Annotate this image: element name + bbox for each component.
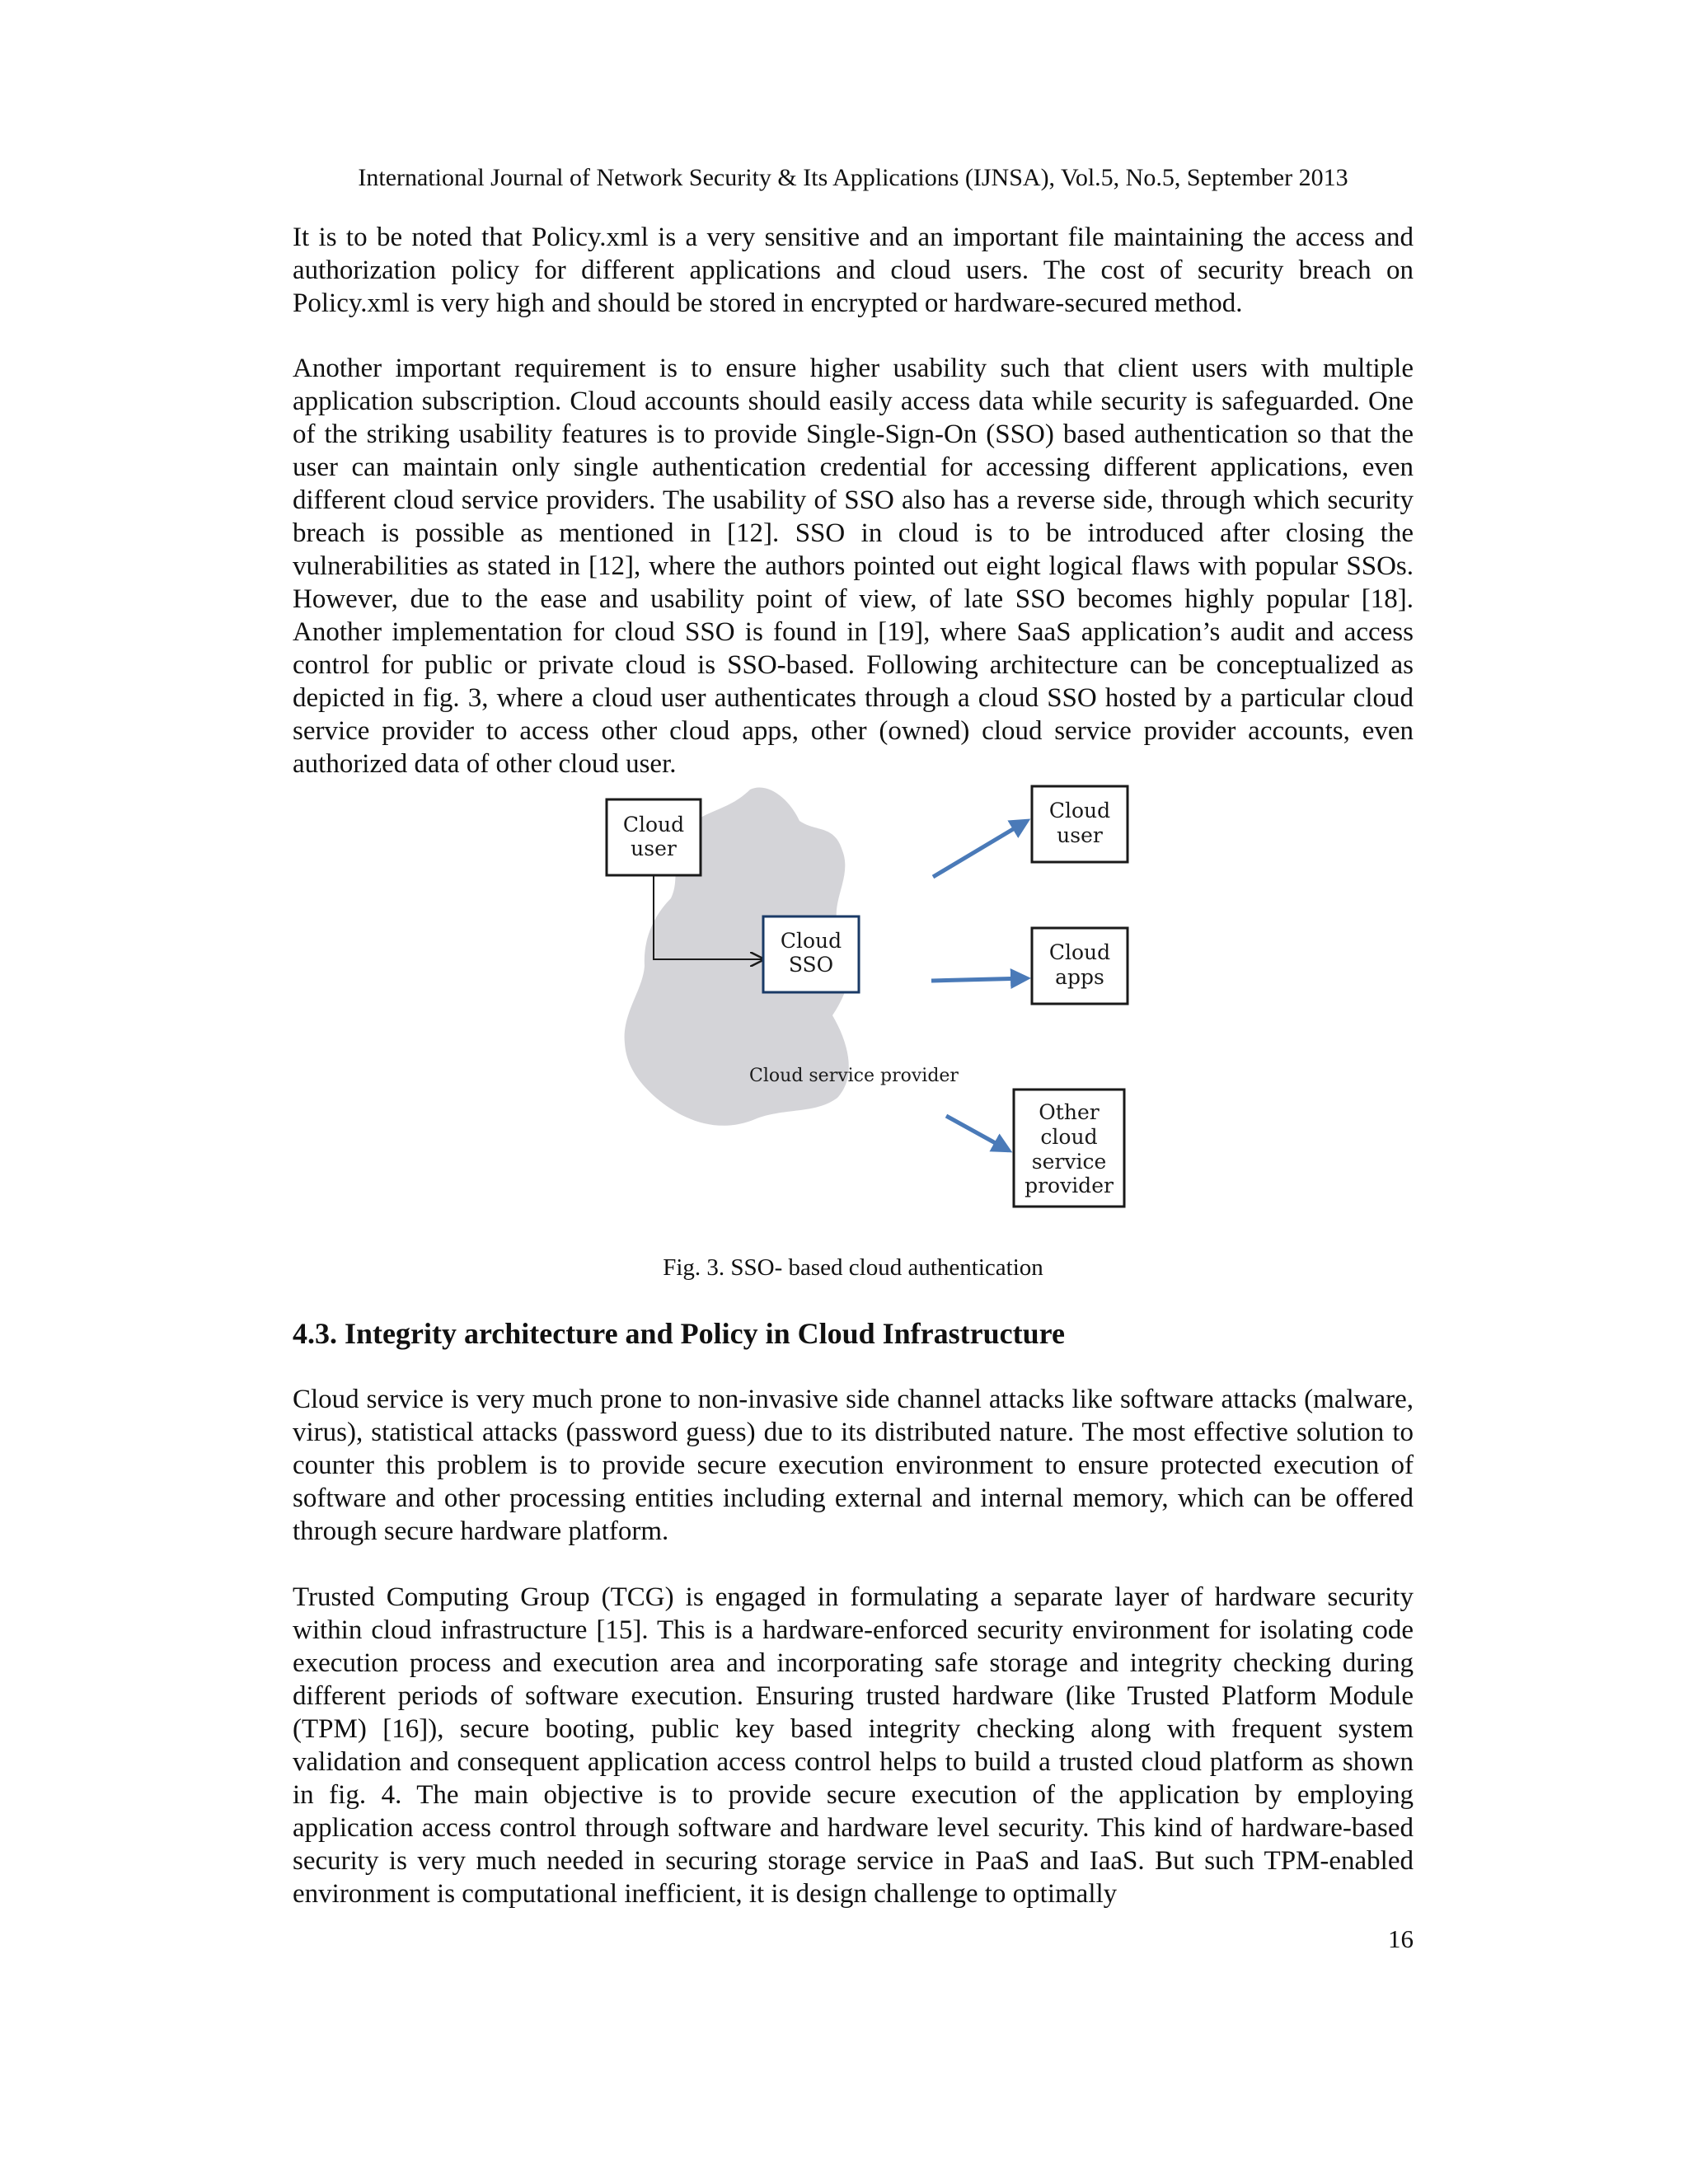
- provider-region-label: Cloud service provider: [749, 1066, 959, 1086]
- arrow-to-cloud-user: [933, 821, 1027, 877]
- cloud-sso-label-line2: SSO: [788, 953, 834, 977]
- other-provider-label-line2: cloud: [1040, 1125, 1098, 1149]
- cloud-apps-label-line2: apps: [1055, 965, 1104, 989]
- cloud-user-right-label-line2: user: [1057, 823, 1103, 847]
- cloud-sso-label-line1: Cloud: [780, 929, 842, 953]
- paragraph-sso-usability: Another important requirement is to ensure higher usability such that client users with multiple application subscription. Cloud accounts should easily access data while security is safeguarded. One of the striking usability features is to provide Single-Sign-On (SSO) based authentication so that the user can maintain only single authentication credential for accessing different applications, even different cloud service providers. The usability of SSO also has a reverse side, through which security breach is possible as mentioned in [12]. SSO in cloud is to be introduced after closing the vulnerabilities as stated in [12], where the authors pointed out eight logical flaws with popular SSOs. However, due to the ease and usability point of view, of late SSO becomes highly popular [18]. Another implementation for cloud SSO is found in [19], where SaaS application’s audit and access control for public or private cloud is SSO-based. Following architecture can be conceptualized as depicted in fig. 3, where a cloud user authenticates through a cloud SSO hosted by a particular cloud service provider to access other cloud apps, other (owned) cloud service provider accounts, even authorized data of other cloud user.: [293, 354, 1414, 779]
- figure-sso-diagram: [577, 775, 1137, 1269]
- running-header: International Journal of Network Security & Its Applications (IJNSA), Vol.5, No.5, September 2013: [358, 164, 1348, 191]
- paragraph-policy-xml: It is to be noted that Policy.xml is a very sensitive and an important file maintaining the access and authorization policy for different applications and cloud users. The cost of security breach on Policy.xml is very high and should be stored in encrypted or hardware-secured method.: [293, 223, 1414, 318]
- cloud-user-right-label-line1: Cloud: [1048, 799, 1111, 823]
- other-provider-label-line4: provider: [1025, 1174, 1114, 1197]
- paragraph-side-channel: Cloud service is very much prone to non-invasive side channel attacks like software attacks (malware, virus), statistical attacks (password guess) due to its distributed nature. The most effective solution to counter this problem is to provide secure execution environment to ensure protected execution of software and other processing entities including external and internal memory, which can be offered through secure hardware platform.: [293, 1385, 1414, 1546]
- cloud-user-left-label-line1: Cloud: [622, 813, 685, 837]
- other-provider-label-line1: Other: [1039, 1100, 1100, 1124]
- page-number: 16: [1388, 1924, 1414, 1953]
- arrow-to-cloud-apps: [931, 978, 1027, 981]
- other-provider-label-line3: service: [1031, 1150, 1107, 1174]
- arrow-to-other-provider: [946, 1116, 1009, 1151]
- cloud-apps-label-line1: Cloud: [1048, 940, 1111, 964]
- paragraph-tcg: Trusted Computing Group (TCG) is engaged in formulating a separate layer of hardware security within cloud infrastructure [15]. This is a hardware-enforced security environment for isolating code execution process and execution area and incorporating safe storage and integrity checking during different periods of software execution. Ensuring trusted hardware (like Trusted Platform Module (TPM) [16]), secure booting, public key based integrity checking along with frequent system validation and consequent application access control helps to build a trusted cloud platform as shown in fig. 4. The main objective is to provide secure execution of the application by employing application access control through software and hardware level security. This kind of hardware-based security is very much needed in securing storage service in PaaS and IaaS. But such TPM-enabled environment is computational inefficient, it is design challenge to optimally: [293, 1582, 1414, 1909]
- cloud-user-left-label-line2: user: [631, 837, 677, 860]
- figure-caption: Fig. 3. SSO- based cloud authentication: [663, 1254, 1043, 1281]
- section-heading: 4.3. Integrity architecture and Policy in Cloud Infrastructure: [293, 1317, 1065, 1350]
